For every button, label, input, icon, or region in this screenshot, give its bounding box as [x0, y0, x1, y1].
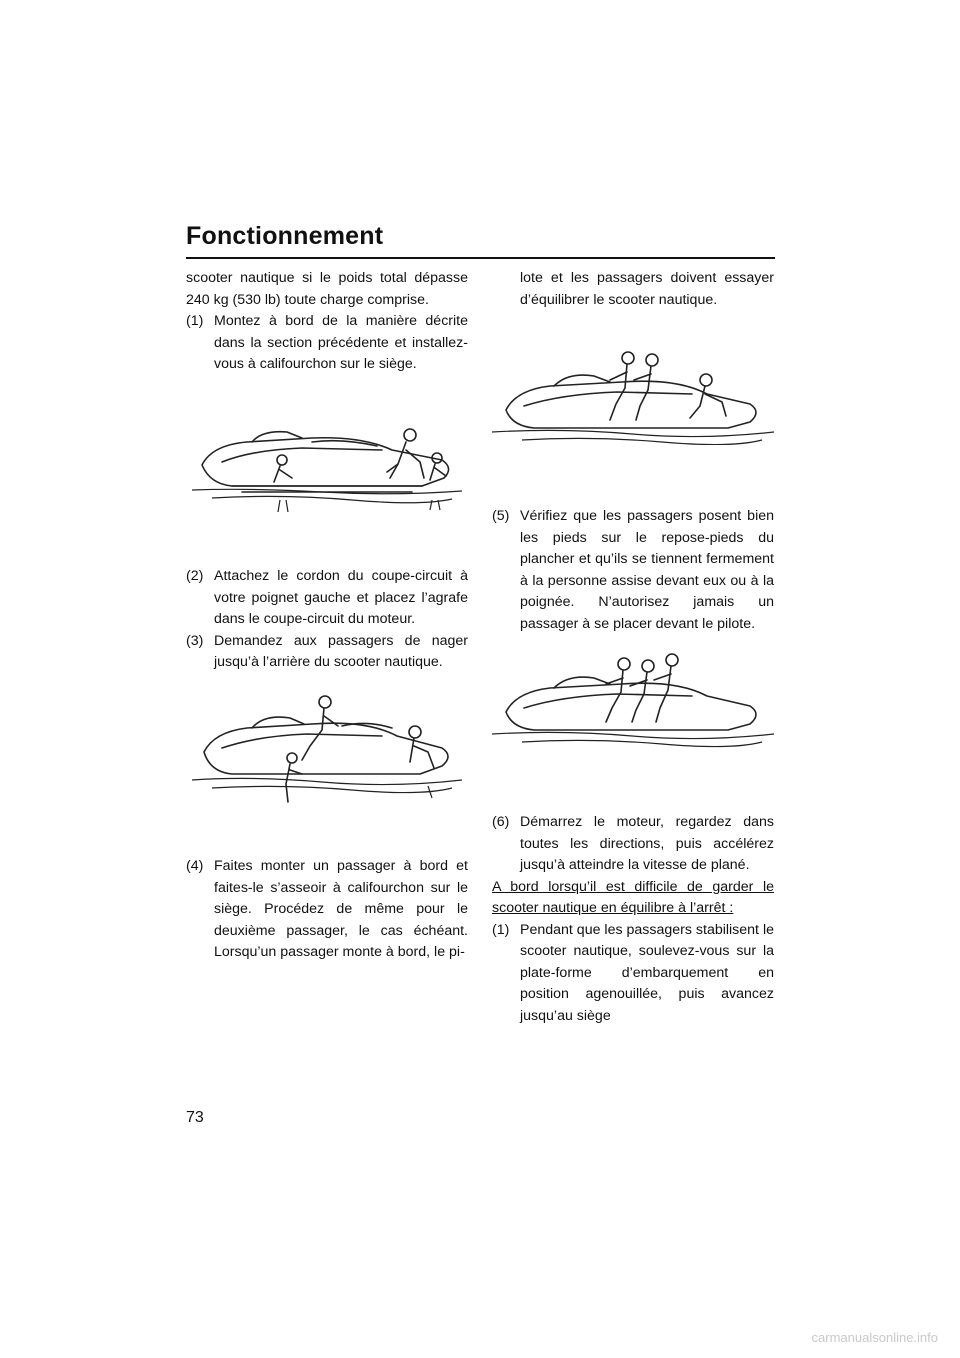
left-column-top — [186, 268, 468, 376]
step-number: (3) — [186, 632, 204, 649]
step-number: (1) — [186, 313, 204, 329]
step-number: (1) — [492, 921, 510, 938]
step-5 — [492, 506, 774, 635]
subheading: A bord lorsqu’il est difficile de garder le scooter nautique en équilibre à l’arrêt : — [492, 878, 774, 916]
step-4-continued — [492, 268, 774, 311]
step-text: Demandez aux passagers de nager jusqu’à l’arrière du scooter nautique. — [214, 632, 468, 670]
illustration-passenger-boarding — [492, 340, 774, 445]
header-rule — [186, 257, 775, 259]
illustration-rider-boarding — [192, 420, 462, 520]
step-number: (4) — [186, 858, 204, 874]
step-text: Vérifiez que les passagers posent bien les pieds sur le repose-pieds du plancher et qu’ils se tiennent fermement à la personne assise devant eux ou à la poignée. N’autorisez jamais un passager à se placer devant le pilote. — [520, 508, 774, 632]
illustration-passengers-swimming — [192, 690, 462, 815]
right-column-bottom — [492, 812, 774, 1027]
illustration-three-riders — [492, 650, 774, 750]
watermark: carmanualsonline.info — [811, 1330, 938, 1345]
intro-text: scooter nautique si le poids total dépasse 240 kg (530 lb) toute charge comprise. — [186, 270, 468, 308]
left-column-bottom — [186, 856, 468, 964]
page-header-title: Fonctionnement — [186, 222, 384, 250]
step-1 — [186, 311, 468, 376]
step-text: Démarrez le moteur, regardez dans toutes les directions, puis accélérez jusqu’à atteindre la vitesse de plané. — [520, 814, 774, 873]
step-number: (5) — [492, 508, 510, 524]
step-3 — [186, 631, 468, 674]
step-2 — [186, 566, 468, 631]
right-column-middle — [492, 506, 774, 635]
page-number: 73 — [186, 1109, 204, 1126]
left-column-middle — [186, 566, 468, 674]
continued-text: lote et les passagers doivent essayer d’équilibrer le scooter nautique. — [520, 270, 774, 308]
step-text: Attachez le cordon du coupe-circuit à votre poignet gauche et placez l’agrafe dans le coupe-circuit du moteur. — [214, 568, 468, 627]
right-column-top — [492, 268, 774, 311]
step-number: (6) — [492, 814, 510, 830]
step-text: Faites monter un passager à bord et faites-le s’asseoir à califourchon sur le siège. Procédez de même pour le deuxième passager, le cas échéant. Lorsqu’un passager monte à bord, le pi- — [214, 858, 468, 960]
sub-step-1 — [492, 920, 774, 1028]
step-6 — [492, 812, 774, 877]
step-text: Montez à bord de la manière décrite dans la section précédente et installez-vous à califourchon sur le siège. — [214, 313, 468, 372]
step-text: Pendant que les passagers stabilisent le scooter nautique, soulevez-vous sur la plate-forme d’embarquement en position agenouillée, puis avancez jusqu’au siège — [520, 921, 774, 1024]
step-number: (2) — [186, 568, 204, 584]
step-4 — [186, 856, 468, 964]
